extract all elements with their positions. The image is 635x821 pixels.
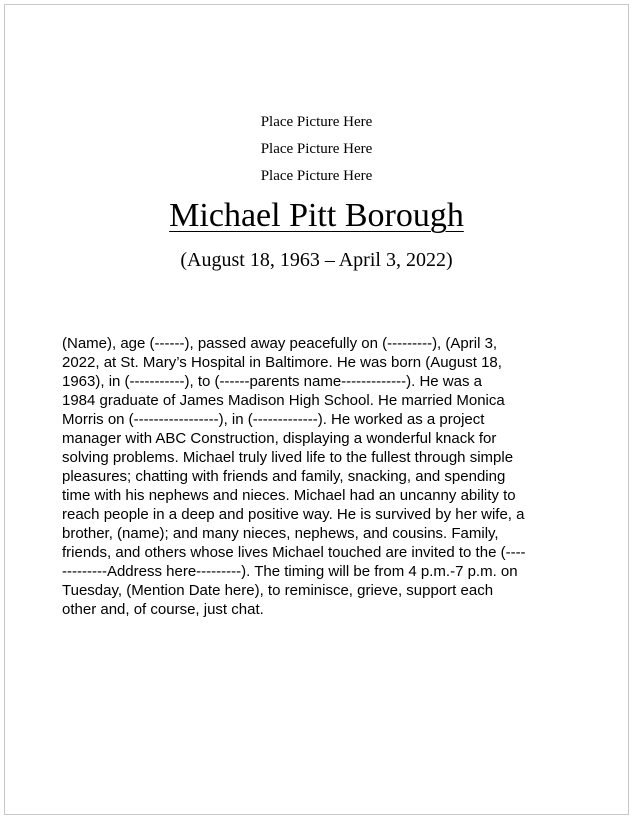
body-line-2: 2022, at St. Mary’s Hospital in Baltimore. He was born (August 18,: [62, 354, 502, 371]
body-line-12: friends, and others whose lives Michael touched are invited to the (----: [62, 544, 526, 561]
picture-placeholder-1: Place Picture Here: [260, 114, 373, 130]
picture-placeholder-3: Place Picture Here: [260, 168, 373, 184]
body-line-15: other and, of course, just chat.: [62, 601, 264, 618]
document-title-wrapper: [5, 196, 628, 236]
body-line-4: 1984 graduate of James Madison High School. He married Monica: [62, 392, 505, 409]
body-line-8: pleasures; chatting with friends and family, snacking, and spending: [62, 468, 506, 485]
life-dates: (August 18, 1963 – April 3, 2022): [180, 249, 453, 271]
body-line-13: ---------Address here---------). The timing will be from 4 p.m.-7 p.m. on: [62, 563, 518, 580]
document-page: [4, 4, 629, 815]
body-line-10: reach people in a deep and positive way. He is survived by her wife, a: [62, 506, 525, 523]
picture-placeholder-2: Place Picture Here: [260, 141, 373, 157]
body-line-9: time with his nephews and nieces. Michael had an uncanny ability to: [62, 487, 516, 504]
obituary-body: [62, 334, 584, 619]
body-line-5: Morris on (-----------------), in (-------------). He worked as a project: [62, 411, 485, 428]
body-line-6: manager with ABC Construction, displaying a wonderful knack for: [62, 430, 497, 447]
body-line-1: (Name), age (------), passed away peacefully on (---------), (April 3,: [62, 335, 498, 352]
body-line-11: brother, (name); and many nieces, nephews, and cousins. Family,: [62, 525, 499, 542]
document-title: Michael Pitt Borough: [169, 197, 464, 234]
body-line-14: Tuesday, (Mention Date here), to reminisce, grieve, support each: [62, 582, 494, 599]
picture-placeholders: [5, 113, 628, 194]
body-line-7: solving problems. Michael truly lived life to the fullest through simple: [62, 449, 514, 466]
body-line-3: 1963), in (-----------), to (------parents name-------------). He was a: [62, 373, 482, 390]
